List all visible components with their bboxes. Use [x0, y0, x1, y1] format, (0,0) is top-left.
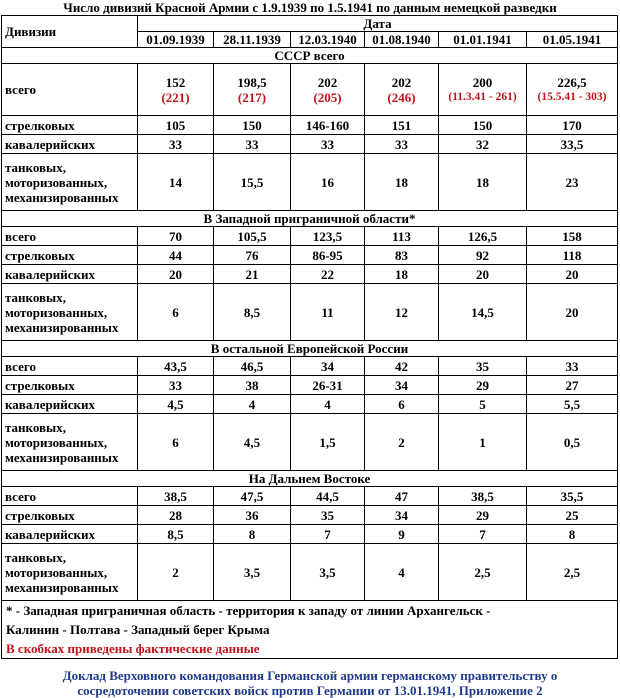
value-cell: 0,5 — [527, 414, 618, 471]
value-cell: 33 — [138, 376, 214, 395]
total-value: 38,5 — [471, 488, 494, 504]
total-value: 70 — [169, 228, 182, 244]
value-cell: 151 — [365, 116, 439, 135]
value-cell: 4 — [291, 395, 365, 414]
value-cell: 15,5 — [214, 154, 291, 211]
value-cell: 12 — [365, 284, 439, 341]
value-cell: 18 — [439, 154, 527, 211]
value-cell: 18 — [365, 265, 439, 284]
section-title: На Дальнем Востоке — [2, 471, 618, 487]
value-cell: 4 — [365, 544, 439, 601]
footnote-line: * - Западная приграничная область - территория к западу от линии Архангельск - — [6, 603, 491, 618]
total-value: 226,5 — [557, 74, 587, 90]
value-cell: 18 — [365, 154, 439, 211]
value-cell: 170 — [527, 116, 618, 135]
row-label-line: механизированных — [5, 319, 119, 335]
row-label: стрелковых — [2, 506, 138, 525]
total-value: 123,5 — [312, 228, 343, 244]
total-value: 38,5 — [164, 488, 187, 504]
value-cell: 20 — [138, 265, 214, 284]
value-cell: 2,5 — [439, 544, 527, 601]
row-label-line: механизированных — [5, 189, 119, 205]
value-cell: 21 — [214, 265, 291, 284]
value-cell: 7 — [291, 525, 365, 544]
value-cell: 33 — [138, 135, 214, 154]
value-cell: 6 — [138, 284, 214, 341]
value-cell: 33 — [365, 135, 439, 154]
section-title-row — [2, 341, 618, 357]
value-cell — [138, 357, 214, 376]
value-cell: 26-31 — [291, 376, 365, 395]
value-cell — [527, 487, 618, 506]
section-title: В Западной приграничной области* — [2, 211, 618, 227]
value-cell: 8,5 — [214, 284, 291, 341]
actual-value: (246) — [387, 89, 416, 105]
value-cell: 8,5 — [138, 525, 214, 544]
date-cell: 01.08.1940 — [365, 32, 439, 48]
actual-value: (205) — [313, 89, 342, 105]
value-cell: 150 — [214, 116, 291, 135]
row-label — [2, 154, 138, 211]
value-cell — [214, 487, 291, 506]
value-cell: 1 — [439, 414, 527, 471]
value-cell: 27 — [527, 376, 618, 395]
row-label: кавалерийских — [2, 395, 138, 414]
divisions-table — [1, 15, 618, 659]
total-value: 152 — [165, 74, 186, 90]
value-cell: 22 — [291, 265, 365, 284]
section-title-row — [2, 48, 618, 64]
row-label-line: танковых, — [5, 419, 66, 435]
value-cell: 16 — [291, 154, 365, 211]
value-cell: 4 — [214, 395, 291, 414]
date-cell: 01.01.1941 — [439, 32, 527, 48]
source-caption — [0, 668, 620, 698]
value-cell: 36 — [214, 506, 291, 525]
total-row — [2, 487, 618, 506]
row-label-line: моторизованных, — [5, 304, 108, 320]
value-cell: 2 — [138, 544, 214, 601]
date-header: Дата — [138, 16, 618, 32]
value-cell: 2,5 — [527, 544, 618, 601]
actual-value: (15.5.41 - 303) — [537, 90, 607, 103]
value-cell: 76 — [214, 246, 291, 265]
row-label — [2, 414, 138, 471]
total-value: 47 — [395, 488, 408, 504]
row-label-line: моторизованных, — [5, 174, 108, 190]
divisions-header: Дивизии — [2, 16, 138, 48]
value-cell: 4,5 — [214, 414, 291, 471]
notes-row — [2, 601, 618, 659]
row-label: всего — [2, 357, 138, 376]
total-value: 44,5 — [316, 488, 339, 504]
total-value: 126,5 — [467, 228, 498, 244]
value-cell: 118 — [527, 246, 618, 265]
section-title: В остальной Европейской России — [2, 341, 618, 357]
total-value: 33 — [565, 358, 579, 374]
date-cell: 01.05.1941 — [527, 32, 618, 48]
value-cell — [439, 487, 527, 506]
tank-row — [2, 414, 618, 471]
value-cell: 44 — [138, 246, 214, 265]
value-cell: 2 — [365, 414, 439, 471]
value-cell: 29 — [439, 376, 527, 395]
total-value: 202 — [391, 74, 412, 90]
row-label-line: моторизованных, — [5, 434, 108, 450]
value-cell: 9 — [365, 525, 439, 544]
value-cell — [214, 357, 291, 376]
value-cell: 11 — [291, 284, 365, 341]
tank-row — [2, 544, 618, 601]
value-cell: 38 — [214, 376, 291, 395]
total-value: 200 — [472, 74, 493, 90]
value-cell: 14,5 — [439, 284, 527, 341]
row-label-line: танковых, — [5, 549, 66, 565]
rifle-row — [2, 246, 618, 265]
row-label-line: танковых, — [5, 159, 66, 175]
cavalry-row — [2, 395, 618, 414]
value-cell: 20 — [527, 284, 618, 341]
value-cell: 29 — [439, 506, 527, 525]
total-value: 35,5 — [560, 488, 584, 504]
value-cell: 105 — [138, 116, 214, 135]
value-cell: 3,5 — [291, 544, 365, 601]
value-cell — [527, 357, 618, 376]
value-cell: 86-95 — [291, 246, 365, 265]
value-cell — [527, 64, 618, 116]
value-cell: 7 — [439, 525, 527, 544]
value-cell: 6 — [365, 395, 439, 414]
value-cell — [138, 487, 214, 506]
row-label: кавалерийских — [2, 525, 138, 544]
header-row-1 — [2, 16, 618, 32]
actual-value: (11.3.41 - 261) — [448, 90, 517, 103]
value-cell: 34 — [365, 376, 439, 395]
source-line: Доклад Верховного командования Германской армии германскому правительству о — [62, 668, 558, 683]
value-cell: 8 — [527, 525, 618, 544]
value-cell — [365, 357, 439, 376]
value-cell: 83 — [365, 246, 439, 265]
total-value: 202 — [317, 74, 338, 90]
total-row — [2, 357, 618, 376]
section-title-row — [2, 211, 618, 227]
total-value: 42 — [395, 358, 408, 374]
value-cell: 33 — [214, 135, 291, 154]
row-label-line: танковых, — [5, 289, 66, 305]
value-cell — [214, 64, 291, 116]
value-cell: 32 — [439, 135, 527, 154]
row-label: стрелковых — [2, 246, 138, 265]
row-label: кавалерийских — [2, 135, 138, 154]
row-label: всего — [2, 227, 138, 246]
value-cell — [527, 227, 618, 246]
total-value: 113 — [392, 228, 411, 244]
tank-row — [2, 284, 618, 341]
total-value: 105,5 — [237, 228, 267, 244]
value-cell: 92 — [439, 246, 527, 265]
brackets-note: В скобках приведены фактические данные — [6, 641, 260, 656]
notes-cell — [2, 601, 618, 659]
date-cell: 12.03.1940 — [291, 32, 365, 48]
value-cell — [439, 64, 527, 116]
value-cell: 28 — [138, 506, 214, 525]
row-label: стрелковых — [2, 376, 138, 395]
date-cell: 28.11.1939 — [214, 32, 291, 48]
row-label-line: моторизованных, — [5, 564, 108, 580]
value-cell: 35 — [291, 506, 365, 525]
value-cell: 8 — [214, 525, 291, 544]
value-cell: 1,5 — [291, 414, 365, 471]
row-label: всего — [2, 487, 138, 506]
value-cell: 6 — [138, 414, 214, 471]
total-value: 158 — [562, 228, 582, 244]
row-label: стрелковых — [2, 116, 138, 135]
value-cell: 20 — [439, 265, 527, 284]
cavalry-row — [2, 525, 618, 544]
value-cell — [138, 64, 214, 116]
value-cell: 33 — [291, 135, 365, 154]
rifle-row — [2, 116, 618, 135]
actual-value: (217) — [237, 89, 267, 105]
value-cell — [365, 487, 439, 506]
total-value: 198,5 — [237, 74, 267, 90]
cavalry-row — [2, 265, 618, 284]
tank-row — [2, 154, 618, 211]
section-title-row — [2, 471, 618, 487]
value-cell: 4,5 — [138, 395, 214, 414]
page-title: Число дивизий Красной Армии с 1.9.1939 по 1.5.1941 по данным немецкой разведки — [63, 0, 557, 15]
total-value: 43,5 — [164, 358, 187, 374]
value-cell — [291, 357, 365, 376]
cavalry-row — [2, 135, 618, 154]
value-cell: 33,5 — [527, 135, 618, 154]
value-cell — [439, 357, 527, 376]
value-cell: 25 — [527, 506, 618, 525]
total-row — [2, 64, 618, 116]
value-cell: 3,5 — [214, 544, 291, 601]
value-cell: 5,5 — [527, 395, 618, 414]
rifle-row — [2, 506, 618, 525]
actual-value: (221) — [161, 89, 190, 105]
section-title: СССР всего — [2, 48, 618, 64]
rifle-row — [2, 376, 618, 395]
total-row — [2, 227, 618, 246]
value-cell: 146-160 — [291, 116, 365, 135]
row-label-line: механизированных — [5, 579, 119, 595]
value-cell: 150 — [439, 116, 527, 135]
value-cell — [365, 64, 439, 116]
value-cell — [291, 487, 365, 506]
row-label-line: механизированных — [5, 449, 119, 465]
value-cell: 5 — [439, 395, 527, 414]
row-label — [2, 284, 138, 341]
total-value: 47,5 — [240, 488, 264, 504]
value-cell: 23 — [527, 154, 618, 211]
value-cell — [365, 227, 439, 246]
row-label: всего — [2, 64, 138, 116]
value-cell: 14 — [138, 154, 214, 211]
value-cell — [138, 227, 214, 246]
value-cell — [291, 227, 365, 246]
date-cell: 01.09.1939 — [138, 32, 214, 48]
total-value: 34 — [321, 358, 334, 374]
value-cell: 34 — [365, 506, 439, 525]
value-cell — [214, 227, 291, 246]
row-label: кавалерийских — [2, 265, 138, 284]
total-value: 35 — [476, 358, 489, 374]
value-cell — [291, 64, 365, 116]
value-cell — [439, 227, 527, 246]
row-label — [2, 544, 138, 601]
footnote-line: Калинин - Полтава - Западный берег Крыма — [6, 622, 270, 637]
total-value: 46,5 — [240, 358, 264, 374]
value-cell: 20 — [527, 265, 618, 284]
source-line: сосредоточении советских войск против Германии от 13.01.1941, Приложение 2 — [77, 683, 543, 698]
